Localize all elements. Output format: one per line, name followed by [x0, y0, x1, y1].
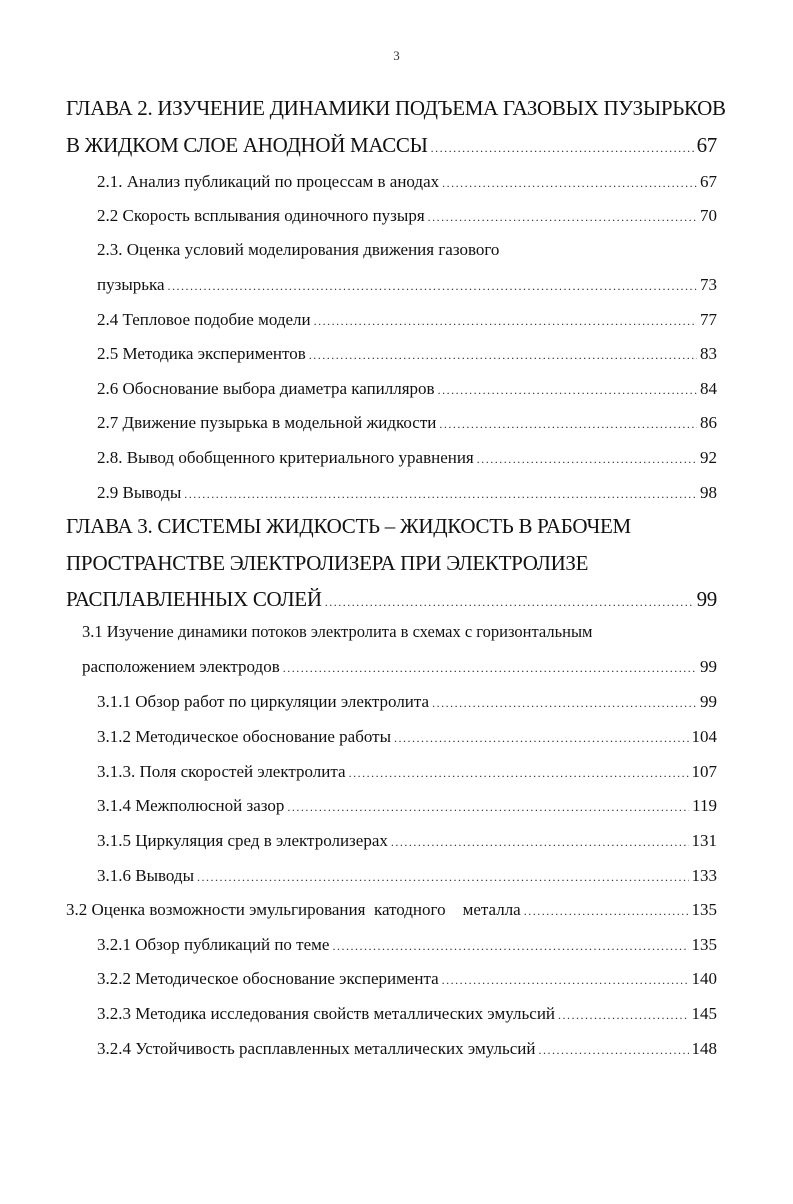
toc-entry	[97, 1004, 717, 1024]
toc-entry	[97, 206, 717, 226]
toc-entry-title: 3.1.3. Поля скоростей электролита	[97, 762, 346, 781]
toc-entry-page: 70	[700, 206, 717, 225]
toc-entry-title: РАСПЛАВЛЕННЫХ СОЛЕЙ	[66, 587, 322, 611]
toc-entry	[97, 275, 717, 295]
toc-entry	[97, 762, 717, 782]
toc-entry	[97, 413, 717, 433]
toc-entry	[97, 692, 717, 712]
leader-dots	[184, 487, 697, 502]
toc-entry	[66, 514, 631, 539]
toc-entry-page: 83	[700, 344, 717, 363]
toc-entry	[97, 344, 717, 364]
toc-entry	[82, 622, 593, 642]
toc-entry-title: 3.1.2 Методическое обоснование работы	[97, 727, 391, 746]
toc-entry-title: 2.1. Анализ публикаций по процессам в анодах	[97, 172, 440, 191]
toc-entry-page: 145	[691, 1004, 717, 1023]
leader-dots	[197, 870, 688, 885]
toc-entry-title: ПРОСТРАНСТВЕ ЭЛЕКТРОЛИЗЕРА ПРИ ЭЛЕКТРОЛИЗЕ	[66, 551, 589, 575]
toc-entry-page: 84	[700, 379, 717, 398]
toc-entry	[97, 172, 717, 192]
toc-entry-page: 73	[700, 275, 717, 294]
toc-entry-title: 2.2 Скорость всплывания одиночного пузыря	[97, 206, 425, 225]
toc-entry	[97, 866, 717, 886]
leader-dots	[168, 279, 697, 294]
toc-entry-page: 67	[700, 172, 717, 191]
toc-entry-title: 3.2.4 Устойчивость расплавленных металлических эмульсий	[97, 1039, 536, 1058]
toc-entry-title: 2.9 Выводы	[97, 483, 182, 502]
toc-entry-page: 98	[700, 483, 717, 502]
toc-entry-page: 99	[700, 657, 717, 676]
toc-entry-title: ГЛАВА 3. СИСТЕМЫ ЖИДКОСТЬ – ЖИДКОСТЬ В РАБОЧЕМ	[66, 514, 631, 538]
leader-dots	[477, 452, 697, 467]
toc-entry	[97, 969, 717, 989]
toc-entry-title: 3.2.1 Обзор публикаций по теме	[97, 935, 330, 954]
toc-entry-title: 2.4 Тепловое подобие модели	[97, 310, 311, 329]
toc-entry	[66, 96, 726, 121]
toc-entry-page: 133	[691, 866, 717, 885]
toc-entry-title: 3.1.1 Обзор работ по циркуляции электролита	[97, 692, 430, 711]
toc-entry-page: 131	[691, 831, 717, 850]
toc-entry-title: 3.2 Оценка возможности эмульгирования катодного металла	[66, 900, 521, 919]
leader-dots	[439, 417, 697, 432]
toc-entry-title: расположением электродов	[82, 657, 280, 676]
leader-dots	[287, 800, 689, 815]
leader-dots	[332, 939, 688, 954]
toc-entry	[82, 657, 717, 677]
toc-entry	[66, 133, 717, 158]
toc-entry-page: 107	[691, 762, 717, 781]
toc-entry-page: 67	[696, 133, 717, 157]
toc-entry-title: 2.6 Обоснование выбора диаметра капилляров	[97, 379, 435, 398]
toc-entry	[97, 727, 717, 747]
toc-entry-title: 3.1.6 Выводы	[97, 866, 195, 885]
leader-dots	[349, 766, 689, 781]
toc-entry-title: пузырька	[97, 275, 165, 294]
toc-entry-page: 99	[700, 692, 717, 711]
toc-entry	[66, 551, 588, 576]
toc-entry-page: 86	[700, 413, 717, 432]
toc-entry-title: 3.2.2 Методическое обоснование эксперимента	[97, 969, 439, 988]
toc-entry	[97, 448, 717, 468]
toc-entry-page: 99	[696, 587, 717, 611]
toc-entry-page: 119	[692, 796, 717, 815]
leader-dots	[432, 696, 697, 711]
toc-entry	[66, 587, 717, 612]
toc-entry-page: 135	[691, 900, 717, 919]
leader-dots	[558, 1008, 688, 1023]
toc-entry	[97, 483, 717, 503]
leader-dots	[442, 973, 689, 988]
toc-entry-title: 2.5 Методика экспериментов	[97, 344, 306, 363]
toc-entry	[97, 310, 717, 330]
toc-entry-title: 2.7 Движение пузырька в модельной жидкости	[97, 413, 437, 432]
toc-entry-page: 148	[691, 1039, 717, 1058]
leader-dots	[391, 835, 689, 850]
toc-entry	[97, 240, 499, 260]
leader-dots	[314, 314, 697, 329]
toc-entry	[97, 831, 717, 851]
toc-entry-title: ГЛАВА 2. ИЗУЧЕНИЕ ДИНАМИКИ ПОДЪЕМА ГАЗОВЫХ ПУЗЫРЬКОВ	[66, 96, 726, 120]
toc-entry	[97, 1039, 717, 1059]
toc-entry-title: 2.8. Вывод обобщенного критериального уравнения	[97, 448, 474, 467]
toc-entry	[97, 379, 717, 399]
toc-entry-page: 135	[691, 935, 717, 954]
page-number: 3	[393, 48, 400, 63]
toc-entry	[66, 900, 717, 920]
toc-entry-title: 3.1.4 Межполюсной зазор	[97, 796, 285, 815]
toc-entry-title: 2.3. Оценка условий моделирования движения газового	[97, 240, 500, 259]
leader-dots	[428, 210, 697, 225]
toc-entry-page: 77	[700, 310, 717, 329]
leader-dots	[394, 731, 689, 746]
toc-entry	[97, 935, 717, 955]
toc-entry-title: 3.1 Изучение динамики потоков электролита в схемах с горизонтальным	[82, 622, 593, 641]
toc-entry-page: 140	[691, 969, 717, 988]
toc-entry-title: 3.1.5 Циркуляция сред в электролизерах	[97, 831, 388, 850]
leader-dots	[309, 348, 697, 363]
toc-entry	[97, 796, 717, 816]
toc-entry-title: 3.2.3 Методика исследования свойств металлических эмульсий	[97, 1004, 556, 1023]
leader-dots	[524, 904, 689, 919]
leader-dots	[538, 1043, 688, 1058]
leader-dots	[442, 176, 697, 191]
leader-dots	[283, 661, 697, 676]
leader-dots	[325, 595, 694, 610]
toc-entry-title: В ЖИДКОМ СЛОЕ АНОДНОЙ МАССЫ	[66, 133, 428, 157]
toc-entry-page: 104	[691, 727, 717, 746]
leader-dots	[438, 383, 697, 398]
toc-entry-page: 92	[700, 448, 717, 467]
leader-dots	[431, 141, 694, 156]
